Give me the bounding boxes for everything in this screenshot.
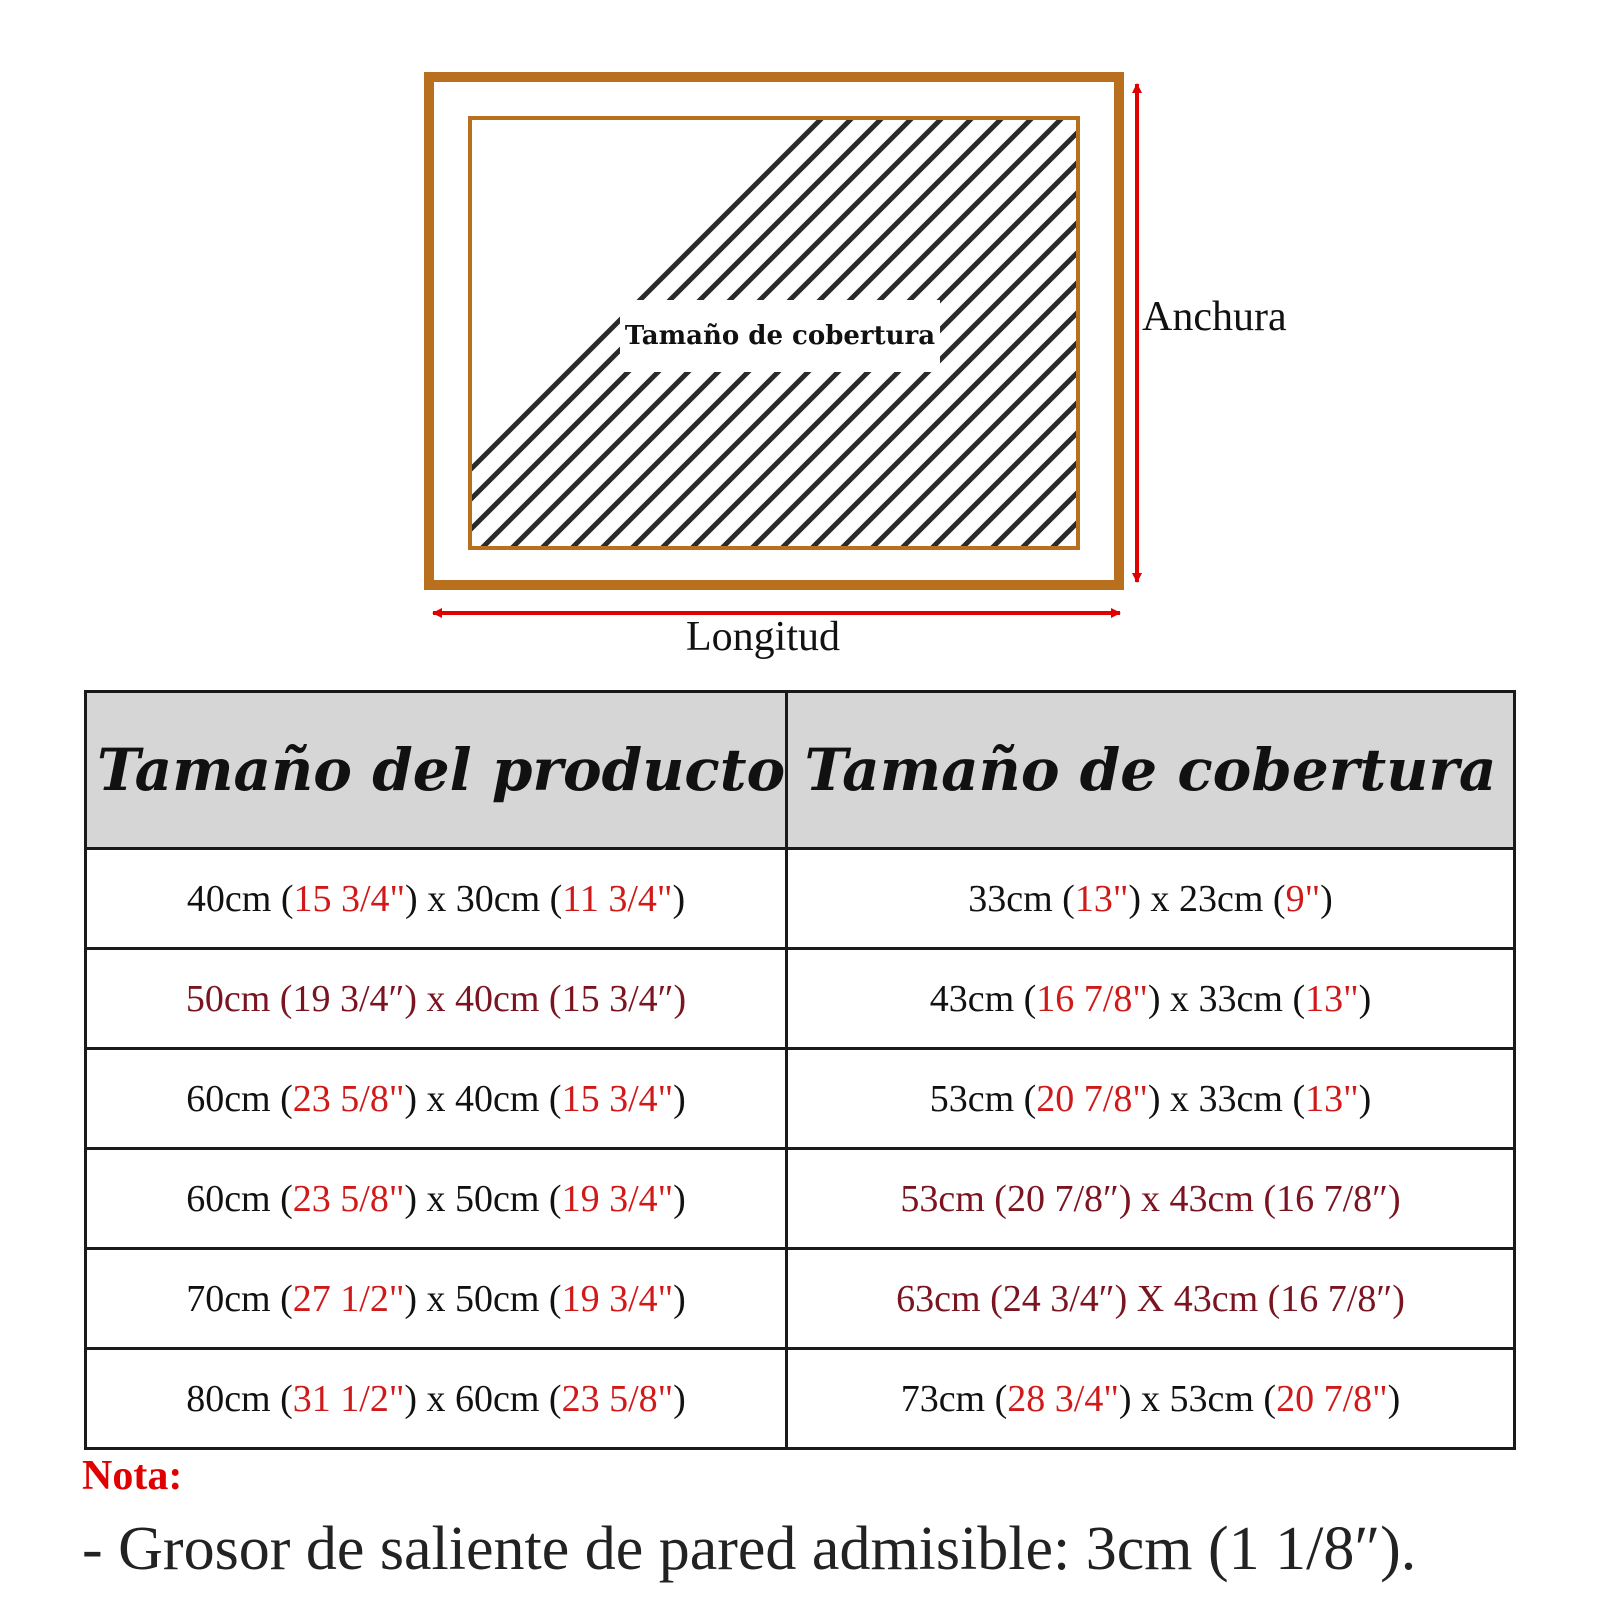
table-row <box>86 1349 1515 1449</box>
cm-value: 50cm ( <box>185 977 293 1020</box>
inch-value: 28 3/4" <box>1007 1377 1119 1420</box>
cm-value: ) <box>673 1177 686 1220</box>
cover-size-cell <box>787 949 1515 1049</box>
inch-value: 11 3/4" <box>562 877 673 920</box>
inch-value: 19 3/4″ <box>292 977 405 1020</box>
cover-size-cell <box>787 1149 1515 1249</box>
cm-value: ) x 33cm ( <box>1147 1077 1306 1120</box>
cm-value: 63cm ( <box>896 1277 1003 1320</box>
cm-value: ) x 33cm ( <box>1147 977 1306 1020</box>
cm-value: ) X 43cm ( <box>1114 1277 1281 1320</box>
cm-value: 53cm ( <box>929 1077 1037 1120</box>
cover-size-cell <box>787 1349 1515 1449</box>
product-size-cell <box>86 1349 787 1449</box>
cm-value: ) <box>673 1377 686 1420</box>
cm-value: ) <box>673 1277 686 1320</box>
cover-size-cell <box>787 1249 1515 1349</box>
inch-value: 15 3/4" <box>561 1077 674 1120</box>
hatch-line <box>1460 110 1601 560</box>
inch-value: 15 3/4" <box>293 877 406 920</box>
inch-value: 27 1/2" <box>292 1277 405 1320</box>
inch-value: 20 7/8″ <box>1006 1177 1119 1220</box>
cm-value: ) x 40cm ( <box>404 977 562 1020</box>
cm-value: ) x 40cm ( <box>404 1077 562 1120</box>
inch-value: 19 3/4" <box>561 1277 674 1320</box>
hatch-line <box>1340 110 1601 560</box>
inch-value: 16 7/8" <box>1036 977 1148 1020</box>
cm-value: 33cm ( <box>968 877 1075 920</box>
inch-value: 13" <box>1305 1077 1359 1120</box>
hatch-line <box>1400 110 1601 560</box>
hatch-line <box>1250 110 1601 560</box>
cover-size-cell <box>787 1049 1515 1149</box>
cm-value: 60cm ( <box>186 1177 293 1220</box>
size-table <box>84 690 1516 1450</box>
cm-value: ) x 43cm ( <box>1118 1177 1277 1220</box>
inch-value: 15 3/4″ <box>561 977 674 1020</box>
hatch-line <box>1280 110 1601 560</box>
cm-value: ) <box>673 977 687 1020</box>
cover-size-cell <box>787 849 1515 949</box>
inch-value: 9" <box>1285 877 1321 920</box>
cm-value: 40cm ( <box>186 877 294 920</box>
hatch-line <box>1580 110 1601 560</box>
cm-value: ) x 53cm ( <box>1118 1377 1277 1420</box>
cm-value: ) <box>1320 877 1333 920</box>
hatch-line <box>1370 110 1601 560</box>
cm-value: 60cm ( <box>186 1077 293 1120</box>
table-header-row <box>86 692 1515 849</box>
length-label: Longitud <box>686 614 840 660</box>
inch-value: 13" <box>1305 977 1359 1020</box>
inch-value: 16 7/8″ <box>1276 1177 1388 1220</box>
cover-size-label: Tamaño de cobertura <box>620 300 940 372</box>
cm-value: ) <box>1358 977 1372 1020</box>
table-row <box>86 1049 1515 1149</box>
inch-value: 19 3/4" <box>561 1177 674 1220</box>
cover-size-header: Tamaño de cobertura <box>787 692 1515 849</box>
note-text: - Grosor de saliente de pared admisible: 3cm (1 1/8″). <box>82 1515 1417 1583</box>
inch-value: 16 7/8″ <box>1280 1277 1393 1320</box>
inch-value: 13" <box>1074 877 1129 920</box>
product-size-cell <box>86 1049 787 1149</box>
inch-value: 20 7/8" <box>1276 1377 1388 1420</box>
table-row <box>86 1249 1515 1349</box>
hatch-line <box>1310 110 1601 560</box>
inch-value: 23 5/8" <box>292 1177 405 1220</box>
table-row <box>86 1149 1515 1249</box>
inch-value: 23 5/8" <box>292 1077 405 1120</box>
inch-value: 23 5/8" <box>561 1377 674 1420</box>
note-title: Nota: <box>82 1453 183 1499</box>
product-size-cell <box>86 1249 787 1349</box>
cm-value: ) x 50cm ( <box>404 1277 562 1320</box>
table-row <box>86 849 1515 949</box>
cm-value: ) <box>1358 1077 1372 1120</box>
product-size-cell <box>86 849 787 949</box>
inch-value: 24 3/4″ <box>1002 1277 1115 1320</box>
product-size-cell <box>86 1149 787 1249</box>
cm-value: ) <box>672 877 686 920</box>
hatch-line <box>1490 110 1601 560</box>
cm-value: 70cm ( <box>186 1277 293 1320</box>
hatch-line <box>1520 110 1601 560</box>
cm-value: 43cm ( <box>929 977 1037 1020</box>
product-size-header: Tamaño del producto <box>86 692 787 849</box>
cm-value: 80cm ( <box>186 1377 293 1420</box>
cm-value: 73cm ( <box>900 1377 1008 1420</box>
cm-value: ) <box>1387 1177 1401 1220</box>
inch-value: 31 1/2" <box>292 1377 405 1420</box>
width-label: Anchura <box>1142 294 1287 340</box>
inch-value: 20 7/8" <box>1036 1077 1148 1120</box>
cm-value: ) x 23cm ( <box>1128 877 1286 920</box>
hatch-line <box>1550 110 1601 560</box>
table-row <box>86 949 1515 1049</box>
cm-value: ) <box>1392 1277 1405 1320</box>
hatch-line <box>1430 110 1601 560</box>
cm-value: ) x 50cm ( <box>404 1177 562 1220</box>
cm-value: 53cm ( <box>900 1177 1007 1220</box>
cm-value: ) <box>1387 1377 1401 1420</box>
cm-value: ) x 60cm ( <box>404 1377 562 1420</box>
cm-value: ) <box>673 1077 686 1120</box>
product-size-cell <box>86 949 787 1049</box>
cm-value: ) x 30cm ( <box>405 877 563 920</box>
